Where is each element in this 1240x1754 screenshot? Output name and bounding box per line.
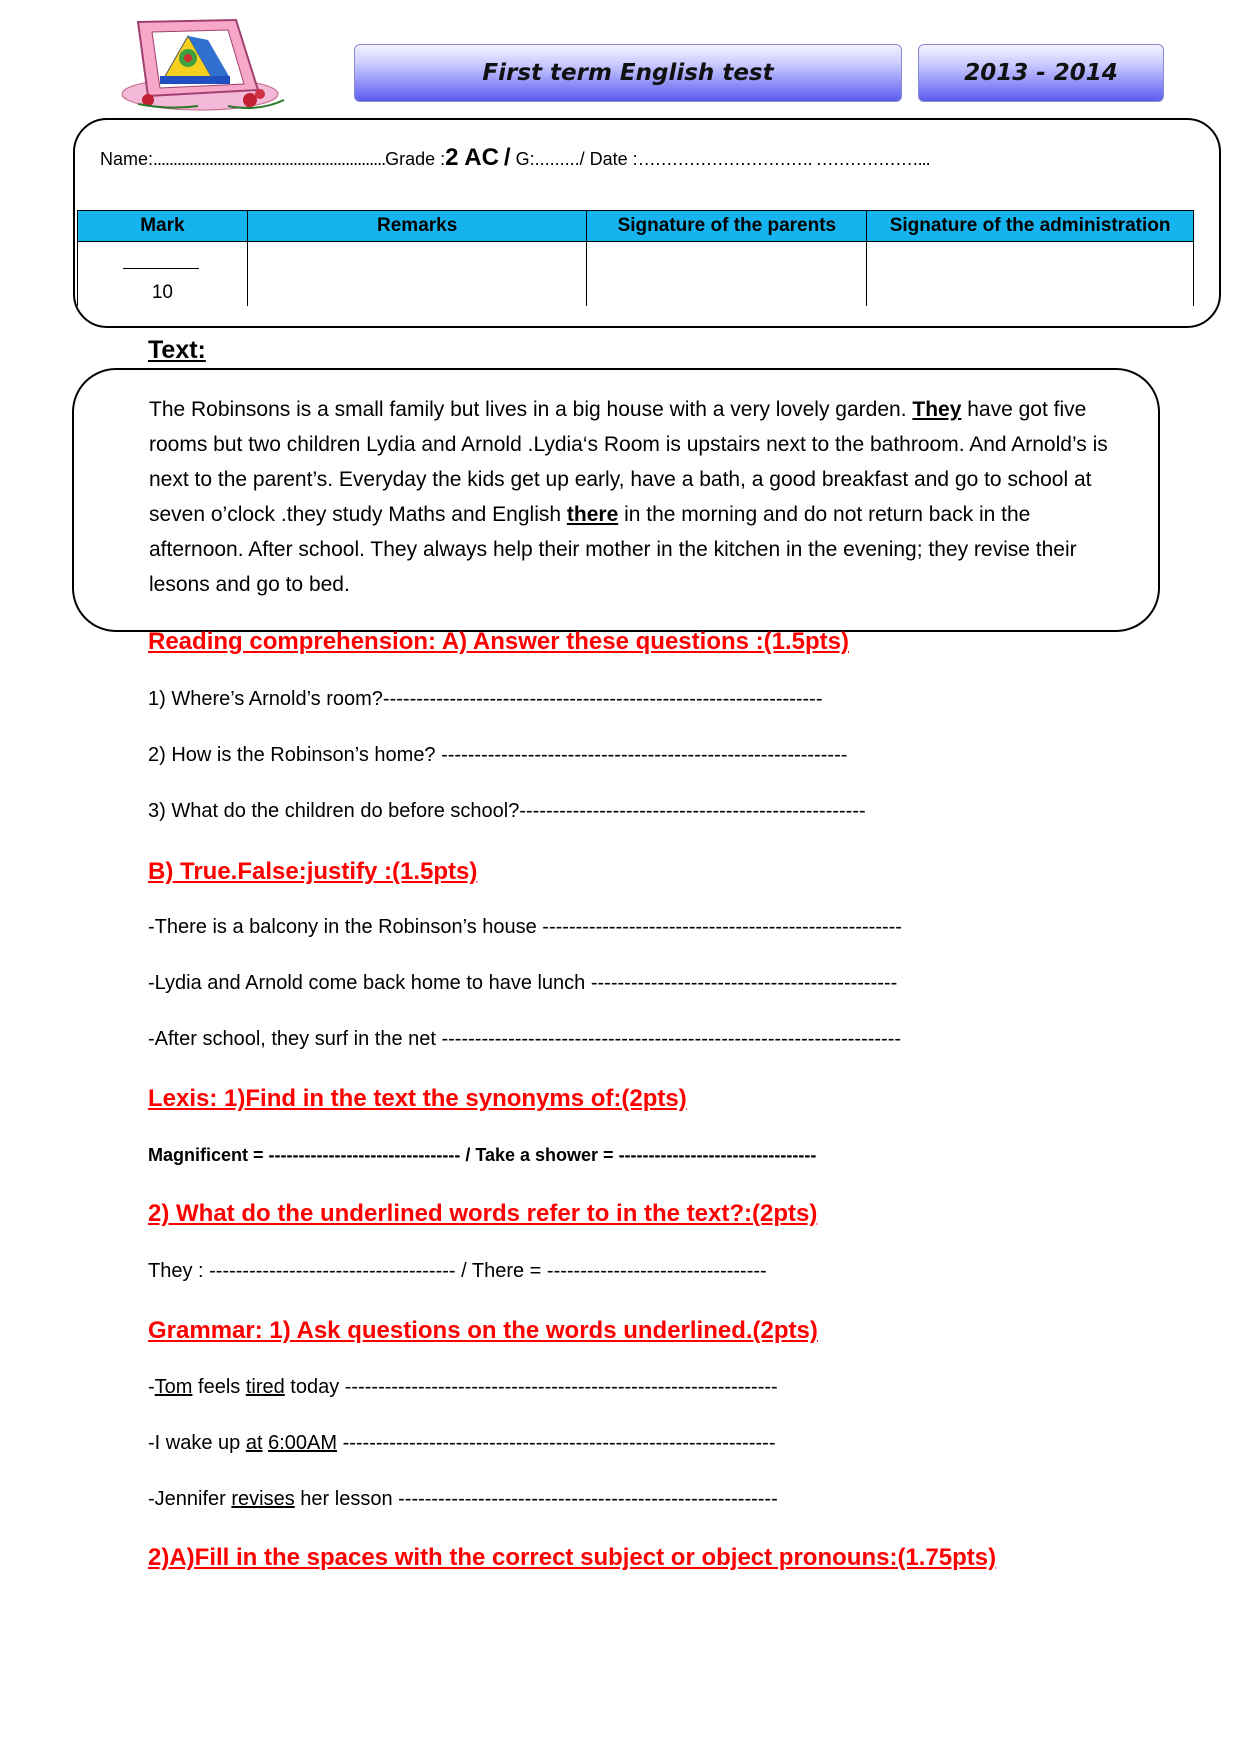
- passage-part-1: The Robinsons is a small family but lives in a big house with a very lovely garden.: [149, 398, 913, 421]
- question-2[interactable]: 2) How is the Robinson’s home? -------------------------------------------------------------: [148, 744, 848, 766]
- grade-value: 2 AC: [445, 144, 499, 171]
- mark-header: Mark: [78, 211, 248, 242]
- true-false-statement-3[interactable]: -After school, they surf in the net ---------------------------------------------------------------------: [148, 1028, 902, 1050]
- administration-signature-cell[interactable]: [867, 242, 1194, 307]
- g3-underline-1: revises: [231, 1488, 295, 1510]
- g1-underline-2: tired: [245, 1376, 285, 1398]
- name-label: Name:: [100, 149, 154, 169]
- marks-table: [77, 210, 1194, 306]
- remarks-cell[interactable]: [247, 242, 587, 307]
- date-blank[interactable]: …………………………. ………………...: [637, 149, 930, 169]
- underlined-words-heading: 2) What do the underlined words refer to in the text?:(2pts): [148, 1200, 818, 1227]
- test-title-banner: [354, 44, 902, 102]
- passage-part-2: have got five rooms but two children Lydia and Arnold .Lydia‘s Room is upstairs next to the bathroom. And Arnold’s is next to the parent’s. Everyday the kids get up early, have a bath, a good breakfast and go to school at seven o’clock .they study Maths and English: [149, 398, 1108, 526]
- parents-signature-header: Signature of the parents: [587, 211, 867, 242]
- mark-cell[interactable]: [78, 242, 248, 307]
- underlined-word-they: They: [912, 398, 962, 421]
- student-info-box: [73, 118, 1221, 328]
- mark-fraction-line: [123, 268, 199, 269]
- underlined-word-there: there: [566, 503, 619, 526]
- test-title: First term English test: [482, 60, 774, 86]
- parents-signature-cell[interactable]: [587, 242, 867, 307]
- group-label: G:........./: [510, 149, 585, 169]
- pronouns-heading: 2)A)Fill in the spaces with the correct subject or object pronouns:(1.75pts): [148, 1544, 997, 1571]
- grade-label: Grade :: [385, 149, 446, 169]
- g1-pre: -: [148, 1376, 155, 1398]
- school-year: 2013 - 2014: [964, 60, 1118, 86]
- g2-pre: -I wake up: [148, 1432, 246, 1454]
- g2-post: -----------------------------------------------------------------: [337, 1432, 776, 1454]
- grammar-question-1[interactable]: [148, 1376, 778, 1399]
- true-false-statement-1[interactable]: -There is a balcony in the Robinson’s house ------------------------------------------------------: [148, 916, 902, 938]
- question-1[interactable]: 1) Where’s Arnold’s room?------------------------------------------------------------------: [148, 688, 823, 710]
- grammar-question-3[interactable]: [148, 1488, 778, 1511]
- name-blank[interactable]: ..........................................................: [153, 149, 386, 169]
- slash-separator: /: [503, 144, 511, 171]
- school-year-banner: [918, 44, 1164, 102]
- passage-part-3: in the morning and do not return back in the afternoon. After school. They always help their mother in the kitchen in the evening; they revise their lesons and go to bed.: [149, 503, 1077, 596]
- marks-table-row: [78, 242, 1194, 307]
- g2-underline-2: 6:00AM: [268, 1432, 338, 1454]
- reading-comprehension-heading: Reading comprehension: A) Answer these questions :(1.5pts): [148, 628, 849, 655]
- g2-underline-1: at: [245, 1432, 263, 1454]
- question-3[interactable]: 3) What do the children do before school?----------------------------------------------------: [148, 800, 866, 822]
- refer-line[interactable]: They : ------------------------------------- / There = ---------------------------------: [148, 1260, 767, 1282]
- grammar-heading: Grammar: 1) Ask questions on the words underlined.(2pts): [148, 1317, 818, 1344]
- g3-pre: -Jennifer: [148, 1488, 232, 1510]
- true-false-statement-2[interactable]: -Lydia and Arnold come back home to have lunch ----------------------------------------------: [148, 972, 898, 994]
- g1-underline-1: Tom: [154, 1376, 193, 1398]
- text-heading: Text:: [148, 336, 206, 364]
- reading-passage: [149, 392, 1109, 602]
- g1-mid: feels: [192, 1376, 246, 1398]
- remarks-header: Remarks: [247, 211, 587, 242]
- student-info-line: [100, 144, 930, 172]
- g1-post: today -----------------------------------------------------------------: [284, 1376, 778, 1398]
- grammar-question-2[interactable]: [148, 1432, 775, 1455]
- school-logo: [108, 14, 300, 114]
- g3-post: her lesson ---------------------------------------------------------: [294, 1488, 778, 1510]
- lexis-heading: Lexis: 1)Find in the text the synonyms of:(2pts): [148, 1085, 687, 1112]
- reading-text-box: [72, 368, 1160, 632]
- true-false-heading: B) True.False:justify :(1.5pts): [148, 858, 478, 885]
- date-label: Date :: [584, 149, 638, 169]
- marks-table-header-row: [78, 211, 1194, 242]
- mark-denominator: 10: [151, 282, 173, 303]
- synonyms-line[interactable]: Magnificent = -------------------------------- / Take a shower = ---------------------------------: [148, 1145, 817, 1165]
- administration-signature-header: Signature of the administration: [867, 211, 1194, 242]
